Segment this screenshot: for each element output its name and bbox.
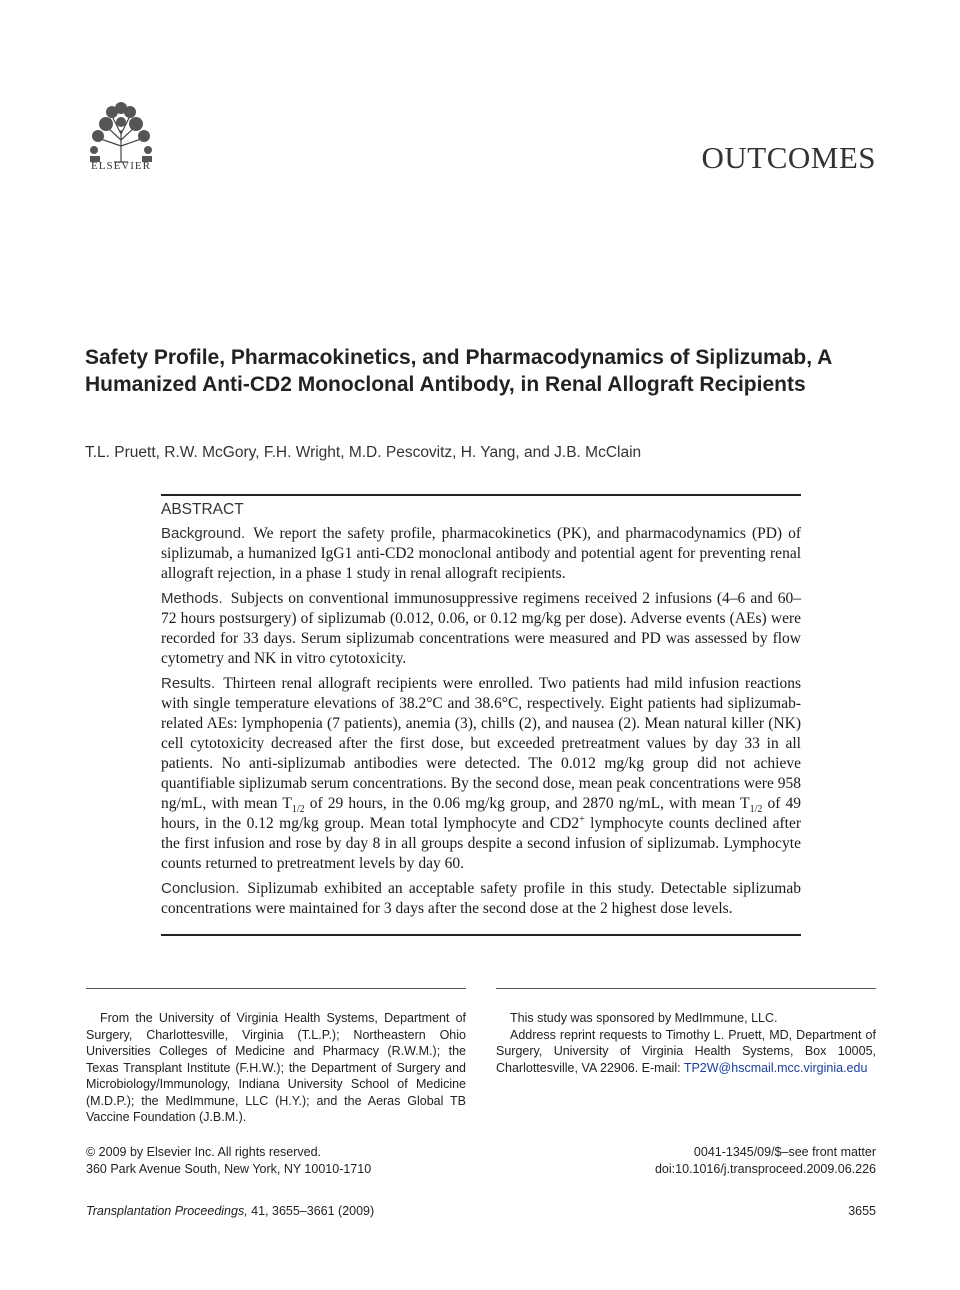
results-superscript: +: [579, 813, 585, 825]
doi-line: doi:10.1016/j.transproceed.2009.06.226: [654, 1162, 876, 1176]
journal-name: Transplantation Proceedings,: [86, 1204, 248, 1218]
results-text-1: Thirteen renal allograft recipients were enrolled. Two patients had mild infusion reactions with single temperature elevations of 38.2°C and 38.6°C, respectively. Eight patients had siplizumab-related AEs: lymphopenia (7 patients), anemia (3), chills (2), and nausea (2). Mean natural killer (NK) cell cytotoxicity decreased after the first dose, but exceeded pretreatment values by day 33 in all patients. No anti-siplizumab antibodies were detected. The 0.012 mg/kg group did not achieve quantifiable siplizumab serum concentrations. By the second dose, mean peak concentrations were 958 ng/mL, with mean T: [161, 675, 801, 812]
sponsor-footnote: [496, 1010, 876, 1076]
journal-citation: [86, 1204, 374, 1218]
copyright-line: © 2009 by Elsevier Inc. All rights reserved.: [86, 1145, 322, 1159]
conclusion-label: Conclusion.: [161, 880, 240, 897]
affiliations-footnote: From the University of Virginia Health Systems, Department of Surgery, Charlottesville, Virginia (T.L.P.); Northeastern Ohio Universities Colleges of Medicine and Pharmacy (R.W.M.); the Texas Transplant Institute (F.H.W.); the Department of Surgery and Microbiology/Immunology, Indiana University School of Medicine (M.D.P.); the MedImmune, LLC (H.Y.); and the Aeras Global TB Vaccine Foundation (J.B.M.).: [86, 1011, 466, 1124]
methods-text: Subjects on conventional immunosuppressive regimens received 2 infusions (4–6 and 60–72 hours postsurgery) of siplizumab (0.012, 0.06, or 0.12 mg/kg per dose). Adverse events (AEs) were recorded for 33 days. Serum siplizumab concentrations were measured and PD was assessed by flow cytometry and NK in vitro cytotoxicity.: [161, 590, 801, 667]
footnote-divider-left: [86, 988, 466, 989]
footnote-divider-right: [496, 988, 876, 989]
journal-volume-pages: 41, 3655–3661 (2009): [247, 1204, 375, 1218]
page-number: 3655: [848, 1204, 876, 1218]
publisher-address: 360 Park Avenue South, New York, NY 10010-1710: [86, 1162, 372, 1176]
abstract-methods: [161, 589, 801, 669]
article-title: Safety Profile, Pharmacokinetics, and Pharmacodynamics of Siplizumab, A Humanized Anti-CD2 Monoclonal Antibody, in Renal Allograft Recipients: [85, 346, 832, 396]
abstract-background: [161, 524, 801, 584]
issn-line: 0041-1345/09/$–see front matter: [693, 1145, 876, 1159]
abstract-heading: ABSTRACT: [161, 501, 244, 518]
results-subscript-2: 1/2: [749, 804, 763, 816]
results-text-2: of 29 hours, in the 0.06 mg/kg group, and 2870 ng/mL, with mean T: [304, 795, 750, 812]
abstract-results: [161, 674, 801, 874]
abstract-box: [161, 494, 801, 936]
sponsor-text: This study was sponsored by MedImmune, LLC.: [510, 1011, 778, 1025]
results-label: Results.: [161, 675, 216, 692]
identifier-block: [655, 1144, 876, 1178]
author-list: T.L. Pruett, R.W. McGory, F.H. Wright, M.D. Pescovitz, H. Yang, and J.B. McClain: [85, 444, 642, 461]
results-text-3: of 49 hours, in the 0.12 mg/kg group. Mean total lymphocyte and CD2: [161, 795, 801, 832]
methods-label: Methods.: [161, 590, 223, 607]
abstract-conclusion: [161, 879, 801, 919]
section-label: OUTCOMES: [701, 140, 876, 175]
reprint-text: [496, 1027, 876, 1077]
conclusion-text: Siplizumab exhibited an acceptable safety profile in this study. Detectable siplizumab concentrations were maintained for 3 days after the second dose at the 2 highest dose levels.: [161, 880, 801, 917]
results-text-4: lymphocyte counts declined after the first infusion and rose by day 8 in all groups despite a second infusion of siplizumab. Lymphocyte counts returned to pretreatment levels by day 60.: [161, 815, 801, 872]
results-subscript-1: 1/2: [291, 804, 305, 816]
background-label: Background.: [161, 525, 246, 542]
publisher-wordmark: ELSEVIER: [91, 160, 151, 172]
email-link[interactable]: TP2W@hscmail.mcc.virginia.edu: [683, 1060, 868, 1075]
reprint-address: Address reprint requests to Timothy L. Pruett, MD, Department of Surgery, University of Virginia Health Systems, Box 10005, Charlottesville, VA 22906. E-mail:: [496, 1027, 876, 1075]
copyright-block: [86, 1144, 371, 1178]
background-text: We report the safety profile, pharmacokinetics (PK), and pharmacodynamics (PD) of siplizumab, a humanized IgG1 anti-CD2 monoclonal antibody and potential agent for preventing renal allograft rejection, in a phase 1 study in renal allograft recipients.: [161, 525, 801, 582]
